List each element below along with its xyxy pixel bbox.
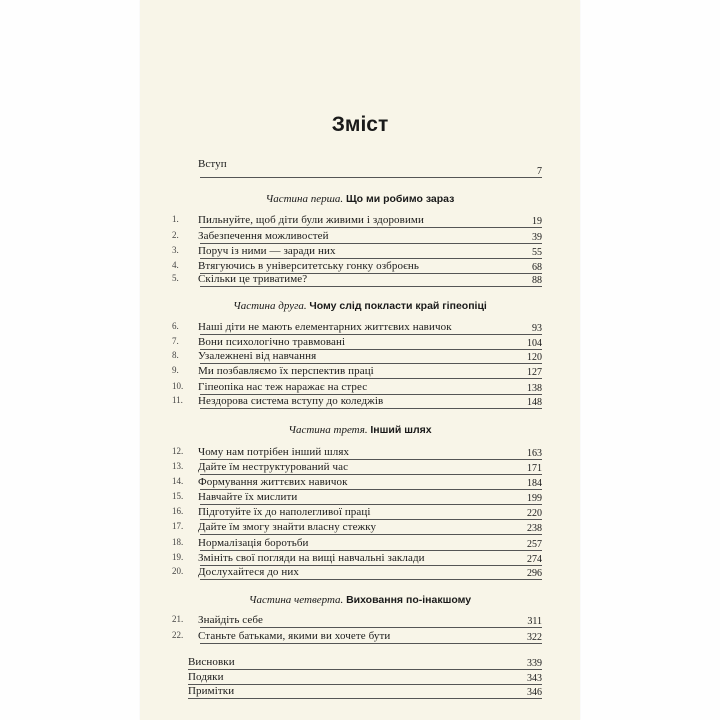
entry-rule [200,227,542,228]
entry-rule [200,474,542,475]
chapter-number: 14. [172,476,184,486]
chapter-number: 7. [172,336,179,346]
part-heading [140,424,580,436]
entry-rule [200,550,542,551]
entry-page: 68 [532,262,542,273]
entry-title: Забезпечення можливостей [198,230,329,242]
chapter-number: 6. [172,321,179,331]
entry-page: 220 [527,508,542,519]
toc-entry [0,521,720,535]
entry-rule [200,243,542,244]
part-title: Інший шлях [370,424,432,436]
entry-title: Наші діти не мають елементарних життєвих навичок [198,321,452,333]
chapter-number: 19. [172,552,184,562]
entry-rule [200,408,542,409]
entry-title: Навчайте їх мислити [198,491,298,503]
entry-title: Висновки [188,656,235,668]
entry-page: 171 [527,463,542,474]
toc-entry [0,214,720,228]
entry-rule [200,334,542,335]
toc-entry [0,446,720,460]
entry-page: 120 [527,352,542,363]
entry-title: Вступ [198,158,227,170]
toc-entry [0,321,720,335]
entry-rule [200,534,542,535]
entry-title: Змініть свої погляди на вищі навчальні заклади [198,552,425,564]
entry-title: Поруч із ними — заради них [198,245,336,257]
toc-entry [0,630,720,644]
entry-rule [188,698,542,699]
part-title: Що ми робимо зараз [345,193,455,205]
toc-entry [0,506,720,520]
part-label: Частина четверта. [248,594,344,606]
toc-entry [0,245,720,259]
entry-rule [200,378,542,379]
entry-rule [200,258,542,259]
entry-rule [200,504,542,505]
part-label: Частина перша. [265,193,344,205]
chapter-number: 11. [172,395,183,405]
entry-rule [200,643,542,644]
chapter-number: 16. [172,506,184,516]
entry-title: Втягуючись в університетську гонку озброєнь [198,260,420,272]
chapter-number: 21. [172,614,184,624]
entry-page: 322 [527,632,542,643]
chapter-number: 17. [172,521,184,531]
chapter-number: 10. [172,381,184,391]
toc-entry-back [0,671,720,685]
chapter-number: 1. [172,214,179,224]
chapter-number: 20. [172,566,184,576]
chapter-number: 18. [172,537,184,547]
entry-title: Дослухайтеся до них [198,566,299,578]
entry-title: Нормалізація боротьби [198,537,309,549]
part-label: Частина друга. [233,300,307,312]
entry-page: 184 [527,478,542,489]
part-title: Чому слід покласти край гіпеопіці [309,300,487,312]
part-heading [140,193,580,205]
part-label: Частина третя. [288,424,368,436]
toc-entry [0,381,720,395]
toc-entry [0,476,720,490]
toc-entry [0,552,720,566]
chapter-number: 9. [172,365,179,375]
entry-page: 311 [527,616,542,627]
chapter-number: 3. [172,245,179,255]
entry-page: 19 [532,216,542,227]
entry-page: 257 [527,539,542,550]
toc-entry-intro [0,158,720,177]
toc-entry [0,260,720,274]
entry-page: 7 [537,166,542,177]
entry-page: 104 [527,338,542,349]
chapter-number: 13. [172,461,184,471]
toc-entry [0,395,720,409]
entry-page: 127 [527,367,542,378]
entry-title: Пильнуйте, щоб діти були живими і здоровими [198,214,424,226]
part-heading [140,300,580,312]
entry-page: 163 [527,448,542,459]
entry-page: 93 [532,323,542,334]
chapter-number: 2. [172,230,179,240]
toc-entry [0,566,720,580]
toc-entry [0,537,720,551]
chapter-number: 4. [172,260,179,270]
toc-entry [0,491,720,505]
entry-title: Вони психологічно травмовані [198,336,346,348]
toc-entry [0,230,720,244]
chapter-number: 5. [172,273,179,283]
chapter-number: 15. [172,491,184,501]
toc-entry [0,350,720,364]
entry-title: Чому нам потрібен інший шлях [198,446,350,458]
entry-rule [200,519,542,520]
entry-title: Скільки це триватиме? [198,273,308,285]
entry-page: 339 [527,658,542,669]
part-heading [140,594,580,606]
entry-title: Ми позбавляємо їх перспектив праці [198,365,374,377]
entry-rule [200,489,542,490]
chapter-number: 8. [172,350,179,360]
toc-entry [0,273,720,287]
entry-title: Формування життєвих навичок [198,476,348,488]
entry-page: 88 [532,275,542,286]
entry-page: 274 [527,554,542,565]
entry-title: Нездорова система вступу до коледжів [198,395,384,407]
toc-entry-back [0,685,720,699]
toc-entry [0,336,720,350]
entry-rule [200,627,542,628]
entry-title: Гіпеопіка нас теж наражає на стрес [198,381,368,393]
entry-title: Підготуйте їх до наполегливої праці [198,506,371,518]
entry-title: Подяки [188,671,224,683]
entry-rule [200,579,542,580]
entry-page: 343 [527,673,542,684]
entry-rule [188,669,542,670]
chapter-number: 12. [172,446,184,456]
toc-entry [0,461,720,475]
entry-title: Станьте батьками, якими ви хочете бути [198,630,391,642]
entry-page: 55 [532,247,542,258]
entry-page: 148 [527,397,542,408]
part-title: Виховання по-інакшому [346,594,472,606]
entry-page: 39 [532,232,542,243]
entry-page: 346 [527,687,542,698]
entry-page: 238 [527,523,542,534]
entry-page: 199 [527,493,542,504]
entry-title: Знайдіть себе [198,614,263,626]
chapter-number: 22. [172,630,184,640]
entry-rule [200,286,542,287]
toc-entry-back [0,656,720,670]
entry-title: Дайте їм змогу знайти власну стежку [198,521,377,533]
entry-page: 138 [527,383,542,394]
toc-entry [0,614,720,628]
entry-page: 296 [527,568,542,579]
toc-entry [0,365,720,379]
page-title: Зміст [331,113,389,136]
entry-rule [200,363,542,364]
entry-rule [200,177,542,178]
entry-title: Примітки [188,685,235,697]
entry-title: Узалежнені від навчання [198,350,317,362]
entry-title: Дайте їм неструктурований час [198,461,349,473]
entry-rule [200,459,542,460]
